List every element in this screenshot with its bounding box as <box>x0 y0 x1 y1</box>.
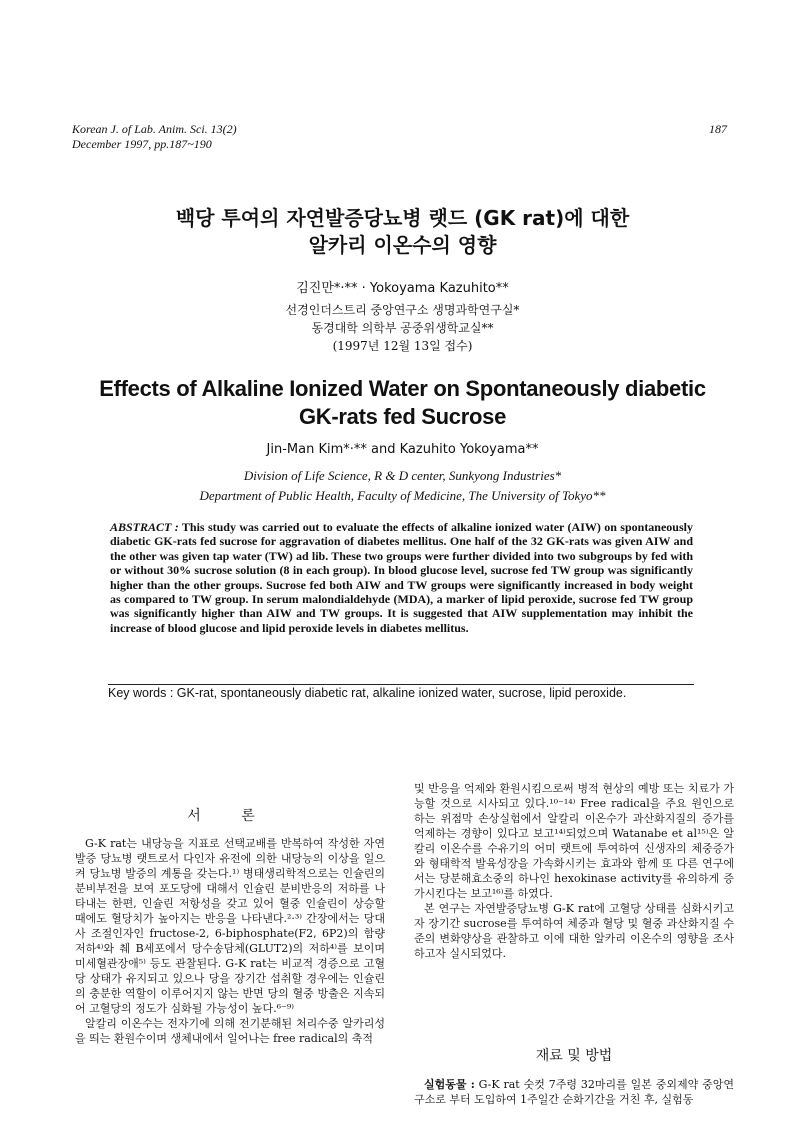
abstract <box>110 520 693 635</box>
english-title <box>0 375 805 431</box>
page-number: 187 <box>709 122 727 136</box>
section-heading-methods: 재료 및 방법 <box>535 1048 613 1064</box>
left-column <box>75 836 385 1046</box>
korean-affiliation-2: 동경대학 의학부 공중위생학교실** <box>311 321 494 335</box>
journal-line-1: Korean J. of Lab. Anim. Sci. 13(2) <box>72 122 237 136</box>
journal-line-2: December 1997, pp.187~190 <box>72 137 212 151</box>
korean-title-line-2: 알카리 이온수의 영향 <box>308 233 497 257</box>
english-affiliations <box>0 466 805 506</box>
abstract-text: This study was carried out to evaluate the effects of alkaline ionized water (AIW) on spontaneously diabetic GK-rats fed sucrose for aggravation of diabetes mellitus. One half of the 32 GK-rats was given AIW and the other was given tap water (TW) ad lib. These two groups were further divided into two subgroups by fed with or without 30% sucrose solution (8 in each group). In blood glucose level, sucrose fed TW group was significantly higher than the other groups. Sucrose fed both AIW and TW groups were significantly increased in body weight as compared to TW group. In serum malondialdehyde (MDA), a marker of lipid peroxide, sucrose fed TW group was significantly higher than AIW and TW groups. It is suggested that AIW supplementation may inhibit the increase of blood glucose and lipid peroxide levels in diabetes mellitus. <box>110 520 693 635</box>
korean-authors: 김진만*·** · Yokoyama Kazuhito** <box>296 281 509 296</box>
english-authors: Jin-Man Kim*·** and Kazuhito Yokoyama** <box>266 442 539 457</box>
english-title-line-2: GK-rats fed Sucrose <box>298 404 507 429</box>
intro-paragraph-1: G-K rat는 내당능을 지표로 선택교배를 반복하여 작성한 자연발증 당뇨병 랫트로서 다인자 유전에 의한 내당능의 이상을 일으켜 당뇨병 발증의 계통을 갖는다.¹⁾ 병태생리학적으로는 인슐린의 분비부전을 보여 포도당에 대해서 인슐린 분비반응의 저하를 나타내는 한편, 인슐린 저항성을 갖고 있어 혈중 인슐린이 상승할 때에도 혈당치가 높아지는 반응을 나타낸다.²·³⁾ 간장에서는 당대사 조절인자인 fructose-2, 6-biphosphate(F2, 6P2)의 함량 저하⁴⁾와 췌 B세포에서 당수송담체(GLUT2)의 저하⁴⁾를 보이며 미세혈관장애⁵⁾ 등도 관찰된다. G-K rat는 비교적 경증으로 고혈당 상태가 유지되고 있으나 당을 장기간 섭취할 경우에는 인슐린의 충분한 역할이 이루어지지 않는 반면 당의 혈중 방출은 지속되어 고혈당의 정도가 심화될 가능성이 높다.⁶⁻⁹⁾ <box>75 837 385 1015</box>
english-affiliation-2: Department of Public Health, Faculty of Medicine, The University of Tokyo** <box>199 488 606 503</box>
korean-title-line-1: 백당 투여의 자연발증당뇨병 랫드 (GK rat)에 대한 <box>175 206 630 230</box>
section-heading-introduction: 서 론 <box>187 808 273 824</box>
right-column <box>414 781 734 961</box>
journal-citation <box>72 122 237 152</box>
keywords-divider <box>108 684 694 685</box>
korean-title <box>0 205 805 259</box>
intro-paragraph-3: 및 반응을 억제와 환원시킴으로써 병적 현상의 예방 또는 치료가 가능할 것으로 시사되고 있다.¹⁰⁻¹⁴⁾ Free radical을 주요 원인으로 하는 위점막 손상실험에서 알칼리 이온수가 과산화지질의 증가를 억제하는 경향이 있다고 보고¹⁴⁾되었으며 Watanabe et al¹⁵⁾은 알칼리 이온수를 수유기의 어미 랫트에 투여하여 신생자의 체중증가와 형태학적 발육성장을 가속화시키는 효과와 함께 또 다른 연구에서는 당분해효소중의 하나인 hexokinase activity를 유의하게 증가시킨다는 보고¹⁶⁾를 하였다. <box>414 782 734 900</box>
english-title-line-1: Effects of Alkaline Ionized Water on Spontaneously diabetic <box>99 376 706 401</box>
received-date: (1997년 12월 13일 접수) <box>332 339 473 353</box>
intro-paragraph-2: 알칼리 이온수는 전자기에 의해 전기분해된 처리수중 알카리성을 띄는 환원수이며 생체내에서 일어나는 free radical의 축적 <box>75 1017 385 1045</box>
korean-affiliations <box>0 301 805 355</box>
keywords: Key words : GK-rat, spontaneously diabetic rat, alkaline ionized water, sucrose, lipid peroxide. <box>108 686 627 700</box>
english-affiliation-1: Division of Life Science, R & D center, Sunkyong Industries* <box>243 468 562 483</box>
intro-paragraph-4: 본 연구는 자연발증당뇨병 G-K rat에 고혈당 상태를 심화시키고자 장기간 sucrose를 투여하여 체중과 혈당 및 혈중 과산화지질 수준의 변화양상을 관찰하고 이에 대한 알카리 이온수의 영향을 조사하고자 실시되었다. <box>414 902 734 960</box>
korean-affiliation-1: 선경인더스트리 중앙연구소 생명과학연구실* <box>285 303 520 317</box>
methods-text: G-K rat 숫컷 7주령 32마리를 일본 중외제약 중앙연구소로 부터 도입하여 1주일간 순화기간을 거친 후, 실험동 <box>414 1078 734 1106</box>
methods-paragraph <box>414 1077 734 1107</box>
methods-label: 실험동물 : <box>424 1078 475 1091</box>
abstract-label: ABSTRACT : <box>110 520 179 534</box>
